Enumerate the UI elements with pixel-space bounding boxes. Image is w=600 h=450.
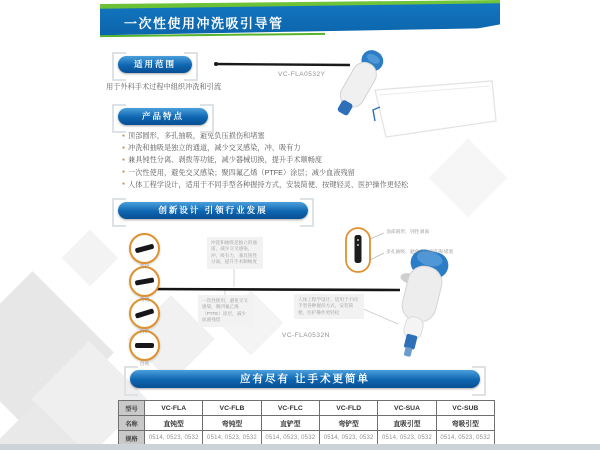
feature-bullet: ● 一次性使用，避免交叉感染；聚四氟乙烯（PTFE）涂层；减少血液残留	[122, 167, 496, 179]
tip-label: 弯钝	[139, 297, 150, 303]
feature-bullet: ● 冲洗和抽吸是独立的通道，减少交叉感染，冲、吸有力	[122, 142, 496, 154]
section-banner-scope-label: 适用范围	[133, 59, 176, 69]
catheter-tip-icon	[135, 278, 154, 286]
model-cell: VC-FLC	[261, 401, 319, 416]
tip-photo-circle	[129, 233, 160, 264]
section-banner-features-label: 产品特点	[141, 111, 184, 121]
spec-table	[118, 400, 495, 446]
name-cell: 弯钝型	[203, 416, 261, 431]
table-row-name	[119, 416, 495, 431]
tip-photo-circle	[129, 266, 160, 297]
product-model-bottom: VC-FLA0532N	[282, 332, 330, 339]
catheter-tip-icon	[135, 244, 155, 253]
name-cell: 直钝型	[145, 416, 203, 431]
model-cell: VC-SUA	[378, 401, 436, 416]
spec-cell: 0514, 0523, 0532	[319, 431, 377, 446]
name-cell: 弯吸引型	[436, 416, 494, 431]
section-banner-scope	[118, 56, 192, 73]
note-channels: 冲洗和抽吸是独立的通道，减少交叉感染，冲、吸有力，兼具钝性分离，提升手术顺畅度	[207, 237, 263, 269]
section-banner-innovation	[118, 202, 308, 219]
product-model-top: VC-FLA0532Y	[278, 71, 326, 78]
name-cell: 弯铲型	[319, 416, 377, 431]
row-header-name: 名称	[119, 416, 145, 431]
model-cell: VC-FLB	[203, 401, 261, 416]
spec-cell: 0514, 0523, 0532	[203, 431, 261, 446]
annotation-tip-bottom: 多孔抽吸，避免负压损伤和堵塞	[386, 250, 454, 255]
model-cell: VC-FLA	[145, 401, 203, 416]
slogan-label: 应有尽有 让手术更简单	[240, 373, 370, 385]
annotation-tip-top: 顶部圆形，钝性剥离	[386, 230, 430, 235]
catheter-tip-icon	[135, 309, 154, 319]
section-banner-features	[118, 108, 208, 125]
row-header-model: 型号	[119, 401, 145, 416]
row-header-specs: 规格	[119, 431, 145, 446]
tip-label: 弯铲	[139, 264, 150, 270]
slogan-banner	[130, 370, 480, 388]
catheter-tip-icon	[135, 343, 154, 348]
name-cell: 直吸引型	[378, 416, 436, 431]
feature-bullet: ● 顶部圆形，多孔抽吸，避免负压损伤和堵塞	[122, 130, 496, 142]
scope-description: 用于外科手术过程中组织冲洗和引流	[106, 82, 222, 91]
tip-label: 直铲	[139, 329, 150, 335]
name-cell: 直铲型	[261, 416, 319, 431]
note-coating: 一次性使用，避免交叉感染，聚四氟乙烯（PTFE）涂层，减少血液残留	[198, 295, 253, 327]
spec-cell: 0514, 0523, 0532	[145, 431, 203, 446]
spec-cell: 0514, 0523, 0532	[261, 431, 319, 446]
note-handle: 人体工程学设计，适用于不同手型各种握持方式，安装简便，医护操作更轻松	[294, 294, 364, 319]
section-banner-innovation-label: 创新设计 引领行业发展	[158, 205, 268, 215]
spec-cell: 0514, 0523, 0532	[378, 431, 436, 446]
feature-list	[122, 130, 496, 191]
model-cell: VC-FLD	[319, 401, 377, 416]
model-cell: VC-SUB	[436, 401, 494, 416]
tip-label: 直钝	[139, 361, 150, 367]
feature-bullet: ● 兼具钝性分离、剥拨等功能，减少器械切换，提升手术顺畅度	[122, 154, 496, 166]
spec-cell: 0514, 0523, 0532	[436, 431, 494, 446]
footer-strip	[0, 444, 600, 450]
page-title: 一次性使用冲洗吸引导管	[124, 16, 284, 31]
table-row-model	[119, 401, 495, 416]
feature-bullet: ● 人体工程学设计，适用于不同手型各种握持方式，安装简便、按键轻灵、医护操作更轻松	[122, 179, 496, 191]
